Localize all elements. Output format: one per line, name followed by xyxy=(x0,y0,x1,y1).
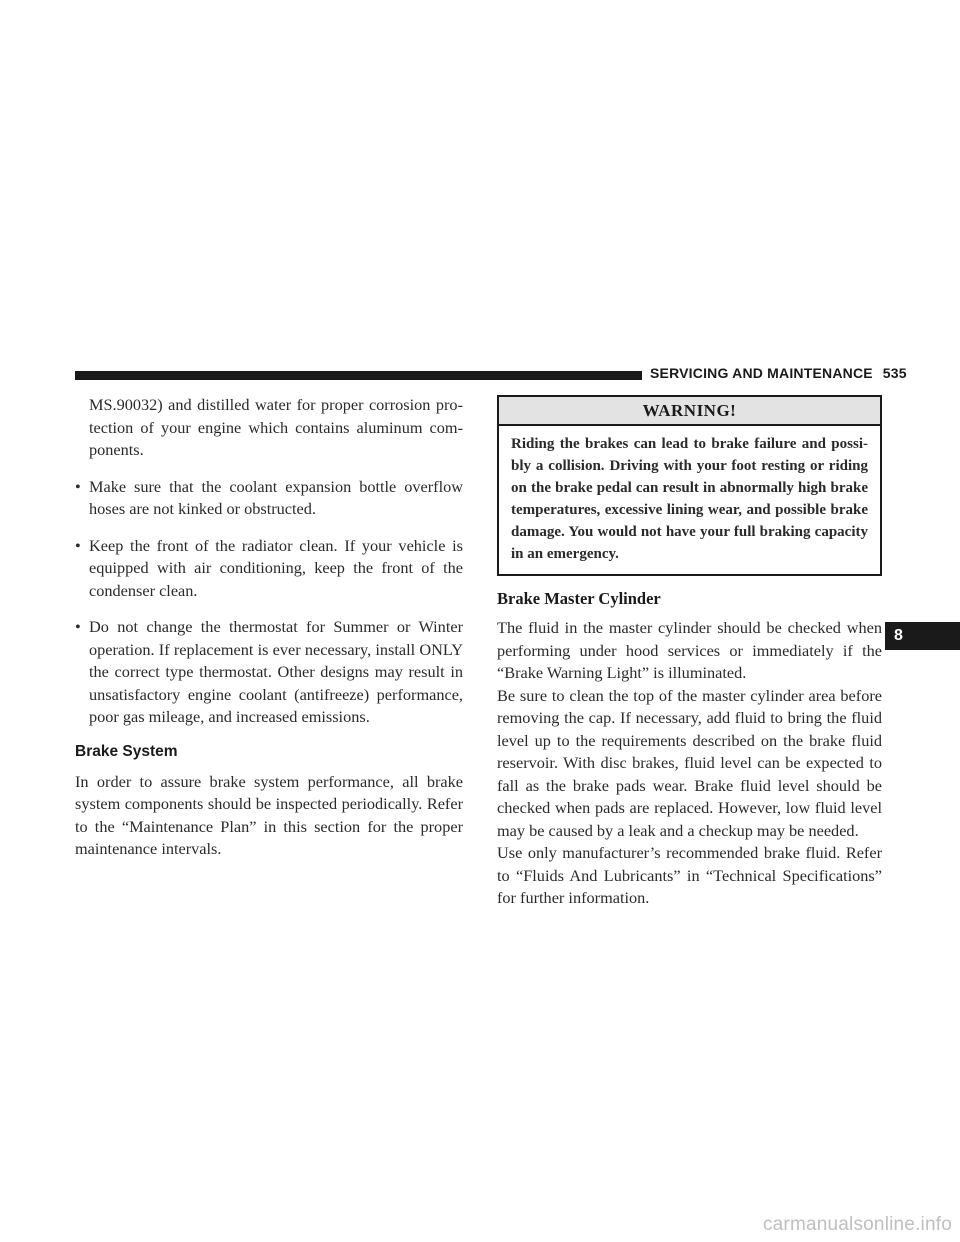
right-column xyxy=(497,395,882,910)
master-cylinder-paragraph-3: Use only manufacturer’s recommended brake fluid. Refer to “Fluids And Lubricants” in “Technical Specifications” for further information. xyxy=(497,843,882,907)
header-rule xyxy=(75,371,642,380)
master-cylinder-paragraph-2: Be sure to clean the top of the master cylinder area before removing the cap. If necessary, add fluid to bring the fluid level up to the requirements described on the brake fluid reservoir. With disc brakes, fluid level can be expected to fall as the brake pads wear. Brake fluid level should be checked when pads are replaced. However, low fluid level may be caused by a leak and a checkup may be needed. xyxy=(497,685,882,840)
list-item-text: Do not change the thermostat for Summer or Winter operation. If replacement is ever necessary, install ONLY the correct type thermostat. Other designs may result in unsatisfactory engine coolant (antifreeze) performance, poor gas mileage, and increased emissions. xyxy=(89,617,463,726)
brake-master-cylinder-heading: Brake Master Cylinder xyxy=(497,589,661,608)
list-item xyxy=(75,535,463,603)
list-item-text: Keep the front of the radiator clean. If your vehicle is equipped with air conditioning, keep the front of the condenser clean. xyxy=(89,535,463,600)
warning-text: Riding the brakes can lead to brake failure and possi-bly a collision. Driving with your foot resting or riding on the brake pedal can result in abnormally high brake temperatures, excessive lining wear, and possible brake damage. You would not have your full braking capacity in an emergency. xyxy=(511,436,868,562)
warning-box xyxy=(497,395,882,576)
list-item-text: Make sure that the coolant expansion bottle overflow hoses are not kinked or obstructed. xyxy=(89,476,463,518)
chapter-tab xyxy=(885,622,960,650)
continuation-text: MS.90032) and distilled water for proper corrosion pro-tection of your engine which contains aluminum com-ponents. xyxy=(89,395,463,459)
brake-system-paragraph: In order to assure brake system performance, all brake system components should be inspected periodically. Refer to the “Maintenance Plan” in this section for the proper maintenance intervals. xyxy=(75,771,463,858)
list-item xyxy=(75,476,463,521)
warning-title: WARNING! xyxy=(499,397,880,426)
bullet-icon: • xyxy=(75,617,81,636)
bullet-icon: • xyxy=(75,535,81,555)
master-cylinder-paragraph-1: The fluid in the master cylinder should be checked when performing under hood services or immediately if the “Brake Warning Light” is illuminated. xyxy=(497,618,882,682)
left-column xyxy=(75,394,463,861)
chapter-number: 8 xyxy=(894,627,903,644)
list-item xyxy=(75,616,463,729)
page-number: 535 xyxy=(882,365,907,381)
section-title: SERVICING AND MAINTENANCE xyxy=(650,365,873,381)
running-header xyxy=(650,365,907,381)
watermark: carmanualsonline.info xyxy=(762,1214,952,1235)
brake-system-heading: Brake System xyxy=(75,742,178,760)
bullet-icon: • xyxy=(75,476,81,496)
